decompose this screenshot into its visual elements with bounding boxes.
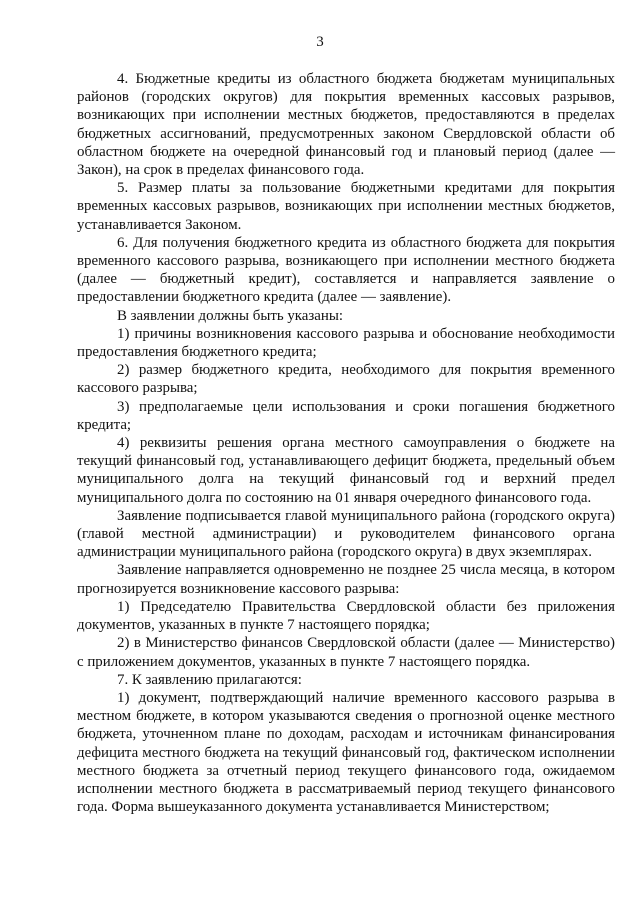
list-item-chairman: 1) Председателю Правительства Свердловской области без приложения документов, указанных в пункте 7 настоящего порядка;	[77, 598, 615, 634]
list-item-purposes: 3) предполагаемые цели использования и сроки погашения бюджетного кредита;	[77, 398, 615, 433]
paragraph-item-5: 5. Размер платы за пользование бюджетными кредитами для покрытия временных кассовых разрывов, возникающих при исполнении местных бюджетов, устанавливается Законом.	[77, 180, 615, 233]
list-item-budget-decision: 4) реквизиты решения органа местного самоуправления о бюджете на текущий финансовый год, устанавливающего дефицит бюджета, предельный объем муниципального долга на текущий финансовый год и верхний предел муниципального долга по состоянию на 01 января очередного финансового года.	[77, 435, 615, 506]
list-item-reasons: 1) причины возникновения кассового разрыва и обоснование необходимости предоставления бюджетного кредита;	[77, 325, 615, 361]
paragraph-item-4: 4. Бюджетные кредиты из областного бюджета бюджетам муниципальных районов (городских округов) для покрытия временных кассовых разрывов, возникающих при исполнении местных бюджетов, предоставляются в пределах бюджетных ассигнований, предусмотренных законом Свердловской области об областном бюджете на очередной финансовый год и плановый период (далее — Закон), на срок в пределах финансового года.	[77, 71, 615, 179]
paragraph-application-requirements: В заявлении должны быть указаны:	[117, 307, 344, 324]
paragraph-item-6: 6. Для получения бюджетного кредита из областного бюджета для покрытия временного кассового разрыва, возникающего при исполнении местного бюджета (далее — бюджетный кредит), составляется и направляется заявление о предоставлении бюджетного кредита (далее — заявление).	[77, 234, 615, 306]
document-body	[77, 70, 615, 816]
paragraph-submission: Заявление направляется одновременно не позднее 25 числа месяца, в котором прогнозируется возникновение кассового разрыва:	[77, 562, 615, 597]
paragraph-item-7: 7. К заявлению прилагаются:	[117, 671, 302, 688]
paragraph-signing: Заявление подписывается главой муниципального района (городского округа) (главой местной администрации) и руководителем финансового органа администрации муниципального района (городского округа) в двух экземплярах.	[77, 507, 615, 561]
list-item-ministry: 2) в Министерство финансов Свердловской области (далее — Министерство) с приложением документов, указанных в пункте 7 настоящего порядка.	[77, 635, 615, 670]
list-item-credit-size: 2) размер бюджетного кредита, необходимого для покрытия временного кассового разрыва;	[77, 362, 615, 397]
page-number: 3	[316, 34, 324, 50]
list-item-document: 1) документ, подтверждающий наличие временного кассового разрыва в местном бюджете, в котором указываются сведения о прогнозной оценке местного бюджета, уточненном плане по доходам, расходам и источникам финансирования дефицита местного бюджета на текущий финансовый год, фактическом исполнении местного бюджета за отчетный период текущего финансового года, ожидаемом исполнении местного бюджета в рассматриваемый период текущего финансового года. Форма вышеуказанного документа устанавливается Министерством;	[77, 689, 615, 816]
